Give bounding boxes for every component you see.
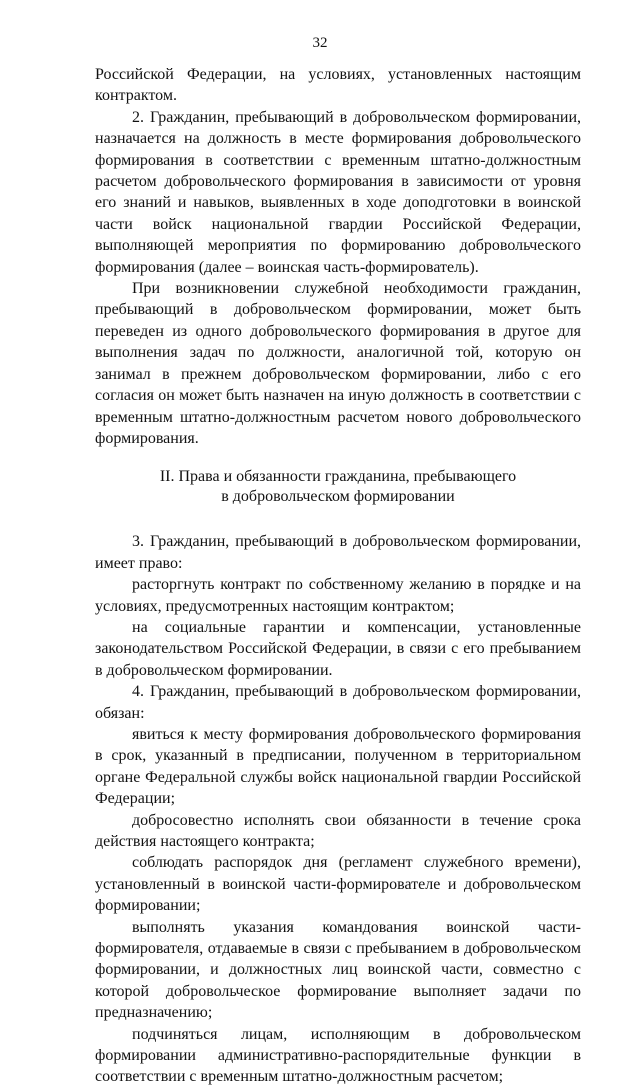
paragraph: При возникновении служебной необходимости гражданин, пребывающий в добровольческом формировании, может быть переведен из одного добровольческого формирования в другое для выполнения задач по должности, аналогичной той, которую он занимал в прежнем добровольческом формировании, либо с его согласия он может быть назначен на иную должность в соответствии с временным штатно-должностным расчетом нового добровольческого формирования. [95, 280, 581, 447]
section-heading [95, 467, 581, 507]
paragraph: добросовестно исполнять свои обязанности в течение срока действия настоящего контракта; [95, 811, 581, 850]
section-heading-line-2: в добровольческом формировании [221, 488, 455, 506]
paragraph: 3. Гражданин, пребывающий в добровольческом формировании, имеет право: [95, 533, 581, 572]
paragraph: Российской Федерации, на условиях, установленных настоящим контрактом. [95, 66, 581, 105]
paragraph: подчиняться лицам, исполняющим в добровольческом формировании административно-распорядительные функции в соответствии с временным штатно-должностным расчетом; [95, 1025, 581, 1086]
paragraph: расторгнуть контракт по собственному желанию в порядке и на условиях, предусмотренных настоящим контрактом; [95, 576, 581, 615]
page-number: 32 [312, 35, 328, 51]
document-body [95, 64, 581, 1088]
paragraph: явиться к месту формирования добровольческого формирования в срок, указанный в предписании, полученном в территориальном органе Федеральной службы войск национальной гвардии Российской Федерации; [95, 725, 581, 808]
paragraphs-before-section [95, 64, 581, 449]
paragraph: на социальные гарантии и компенсации, установленные законодательством Российской Федерации, в связи с его пребыванием в добровольческом формировании. [95, 618, 581, 679]
paragraph: выполнять указания командования воинской части-формирователя, отдаваемые в связи с пребыванием в добровольческом формировании, и должностных лиц воинской части, совместно с которой добровольческое формирование выполняет задачи по предназначению; [95, 918, 581, 1022]
paragraphs-after-section [95, 531, 581, 1088]
section-heading-line-1: II. Права и обязанности гражданина, пребывающего [159, 468, 517, 486]
paragraph: соблюдать распорядок дня (регламент служебного времени), установленный в воинской части-формирователе и добровольческом формировании; [95, 854, 581, 915]
paragraph: 4. Гражданин, пребывающий в добровольческом формировании, обязан: [95, 683, 581, 722]
paragraph: 2. Гражданин, пребывающий в добровольческом формировании, назначается на должность в месте формирования добровольческого формирования в соответствии с временным штатно-должностным расчетом добровольческого формирования в зависимости от уровня его знаний и навыков, выявленных в ходе доподготовки в воинской части войск национальной гвардии Российской Федерации, выполняющей мероприятия по формированию добровольческого формирования (далее – воинская часть-формирователь). [95, 108, 581, 276]
